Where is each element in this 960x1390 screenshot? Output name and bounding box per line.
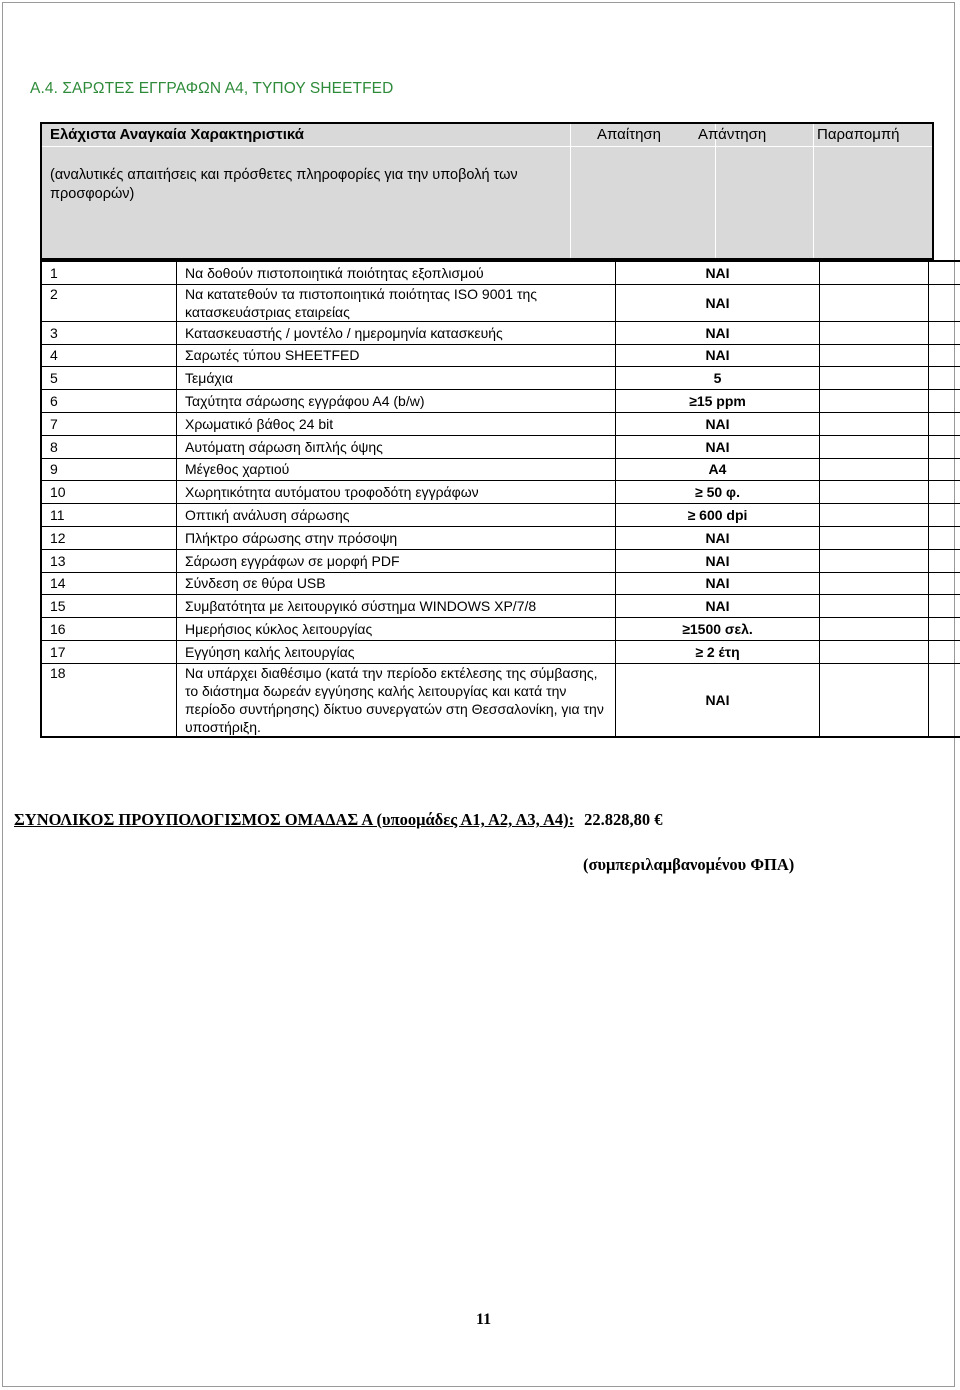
row-number: 11 xyxy=(41,504,177,527)
row-answer xyxy=(820,390,929,413)
row-answer xyxy=(820,412,929,435)
row-answer xyxy=(820,344,929,367)
row-requirement: ΝΑΙ xyxy=(616,321,820,344)
row-requirement: ΝΑΙ xyxy=(616,595,820,618)
spec-row xyxy=(41,435,960,458)
row-answer xyxy=(820,663,929,737)
row-number: 1 xyxy=(41,261,177,284)
row-requirement: ≥15 ppm xyxy=(616,390,820,413)
row-requirement: ΝΑΙ xyxy=(616,412,820,435)
spec-row xyxy=(41,261,960,284)
header-col-features-subtitle: (αναλυτικές απαιτήσεις και πρόσθετες πληροφορίες για την υποβολή των προσφορών) xyxy=(50,167,518,202)
header-divider xyxy=(570,124,571,258)
row-number: 7 xyxy=(41,412,177,435)
header-col-reference: Παραπομπή xyxy=(817,126,900,143)
row-number: 5 xyxy=(41,367,177,390)
row-reference xyxy=(929,504,960,527)
header-divider xyxy=(715,124,716,258)
section-title: Α.4. ΣΑΡΩΤΕΣ ΕΓΓΡΑΦΩΝ Α4, ΤΥΠΟΥ SHEETFED xyxy=(30,80,394,97)
row-requirement: ΝΑΙ xyxy=(616,344,820,367)
row-requirement: ΝΑΙ xyxy=(616,663,820,737)
spec-row xyxy=(41,526,960,549)
row-reference xyxy=(929,663,960,737)
total-budget-amount: 22.828,80 € xyxy=(584,810,663,829)
row-description: Να κατατεθούν τα πιστοποιητικά ποιότητας ISO 9001 της κατασκευάστριας εταιρείας xyxy=(177,284,616,321)
row-reference xyxy=(929,640,960,663)
header-col-answer: Απάντηση xyxy=(698,126,767,143)
row-description: Σύνδεση σε θύρα USB xyxy=(177,572,616,595)
vat-note: (συμπεριλαμβανομένου ΦΠΑ) xyxy=(583,855,795,874)
spec-row xyxy=(41,481,960,504)
row-description: Πλήκτρο σάρωσης στην πρόσοψη xyxy=(177,526,616,549)
row-answer xyxy=(820,321,929,344)
row-reference xyxy=(929,458,960,481)
row-reference xyxy=(929,526,960,549)
row-answer xyxy=(820,261,929,284)
row-requirement: ≥ 2 έτη xyxy=(616,640,820,663)
row-reference xyxy=(929,367,960,390)
row-answer xyxy=(820,640,929,663)
row-reference xyxy=(929,284,960,321)
spec-table-header xyxy=(40,122,934,260)
row-number: 12 xyxy=(41,526,177,549)
row-requirement: Α4 xyxy=(616,458,820,481)
row-answer xyxy=(820,526,929,549)
row-description: Χρωματικό βάθος 24 bit xyxy=(177,412,616,435)
row-reference xyxy=(929,321,960,344)
row-description: Να δοθούν πιστοποιητικά ποιότητας εξοπλισμού xyxy=(177,261,616,284)
spec-row xyxy=(41,367,960,390)
spec-row xyxy=(41,504,960,527)
row-requirement: ≥ 50 φ. xyxy=(616,481,820,504)
row-requirement: ΝΑΙ xyxy=(616,572,820,595)
row-description: Να υπάρχει διαθέσιμο (κατά την περίοδο εκτέλεσης της σύμβασης, το διάστημα δωρεάν εγγύησης καλής λειτουργίας και κατά την περίοδο συντήρησης) δίκτυο συνεργατών στη Θεσσαλονίκη, για την υποστήριξη. xyxy=(177,663,616,737)
row-answer xyxy=(820,367,929,390)
row-requirement: ΝΑΙ xyxy=(616,261,820,284)
row-number: 3 xyxy=(41,321,177,344)
row-number: 13 xyxy=(41,549,177,572)
row-reference xyxy=(929,261,960,284)
row-requirement: ΝΑΙ xyxy=(616,526,820,549)
row-answer xyxy=(820,572,929,595)
row-number: 17 xyxy=(41,640,177,663)
spec-row xyxy=(41,595,960,618)
row-description: Τεμάχια xyxy=(177,367,616,390)
spec-row xyxy=(41,458,960,481)
header-divider xyxy=(813,124,814,258)
header-col-features: Ελάχιστα Αναγκαία Χαρακτηριστικά xyxy=(50,126,304,143)
row-reference xyxy=(929,572,960,595)
row-description: Σαρωτές τύπου SHEETFED xyxy=(177,344,616,367)
row-number: 2 xyxy=(41,284,177,321)
row-number: 6 xyxy=(41,390,177,413)
row-requirement: ≥1500 σελ. xyxy=(616,618,820,641)
row-description: Χωρητικότητα αυτόματου τροφοδότη εγγράφων xyxy=(177,481,616,504)
header-col-requirement: Απαίτηση xyxy=(597,126,662,143)
spec-row xyxy=(41,390,960,413)
row-requirement: ΝΑΙ xyxy=(616,549,820,572)
row-requirement: ΝΑΙ xyxy=(616,284,820,321)
row-answer xyxy=(820,618,929,641)
row-reference xyxy=(929,390,960,413)
spec-row xyxy=(41,618,960,641)
row-description: Σάρωση εγγράφων σε μορφή PDF xyxy=(177,549,616,572)
row-description: Ημερήσιος κύκλος λειτουργίας xyxy=(177,618,616,641)
total-budget-label: ΣΥΝΟΛΙΚΟΣ ΠΡΟΥΠΟΛΟΓΙΣΜΟΣ ΟΜΑΔΑΣ Α (υποομάδες Α1, Α2, Α3, Α4): xyxy=(14,810,575,829)
row-description: Αυτόματη σάρωση διπλής όψης xyxy=(177,435,616,458)
row-description: Κατασκευαστής / μοντέλο / ημερομηνία κατασκευής xyxy=(177,321,616,344)
row-number: 15 xyxy=(41,595,177,618)
spec-row xyxy=(41,663,960,737)
row-answer xyxy=(820,458,929,481)
spec-row xyxy=(41,572,960,595)
row-number: 8 xyxy=(41,435,177,458)
row-description: Συμβατότητα με λειτουργικό σύστημα WINDOWS XP/7/8 xyxy=(177,595,616,618)
spec-row xyxy=(41,344,960,367)
row-reference xyxy=(929,595,960,618)
row-number: 14 xyxy=(41,572,177,595)
row-answer xyxy=(820,504,929,527)
row-reference xyxy=(929,481,960,504)
row-number: 16 xyxy=(41,618,177,641)
row-requirement: ΝΑΙ xyxy=(616,435,820,458)
row-answer xyxy=(820,435,929,458)
row-number: 4 xyxy=(41,344,177,367)
spec-row xyxy=(41,321,960,344)
row-reference xyxy=(929,549,960,572)
row-number: 18 xyxy=(41,663,177,737)
row-answer xyxy=(820,481,929,504)
spec-row xyxy=(41,549,960,572)
spec-row xyxy=(41,284,960,321)
row-answer xyxy=(820,549,929,572)
page-number: 11 xyxy=(476,1311,492,1328)
row-reference xyxy=(929,412,960,435)
row-reference xyxy=(929,344,960,367)
spec-table xyxy=(40,260,960,738)
row-number: 9 xyxy=(41,458,177,481)
total-budget xyxy=(14,810,663,830)
row-answer xyxy=(820,595,929,618)
row-reference xyxy=(929,435,960,458)
row-description: Οπτική ανάλυση σάρωσης xyxy=(177,504,616,527)
row-description: Μέγεθος χαρτιού xyxy=(177,458,616,481)
row-reference xyxy=(929,618,960,641)
row-requirement: ≥ 600 dpi xyxy=(616,504,820,527)
row-number: 10 xyxy=(41,481,177,504)
row-description: Εγγύηση καλής λειτουργίας xyxy=(177,640,616,663)
row-description: Ταχύτητα σάρωσης εγγράφου Α4 (b/w) xyxy=(177,390,616,413)
spec-row xyxy=(41,412,960,435)
row-requirement: 5 xyxy=(616,367,820,390)
spec-row xyxy=(41,640,960,663)
row-answer xyxy=(820,284,929,321)
header-rule xyxy=(42,146,932,147)
